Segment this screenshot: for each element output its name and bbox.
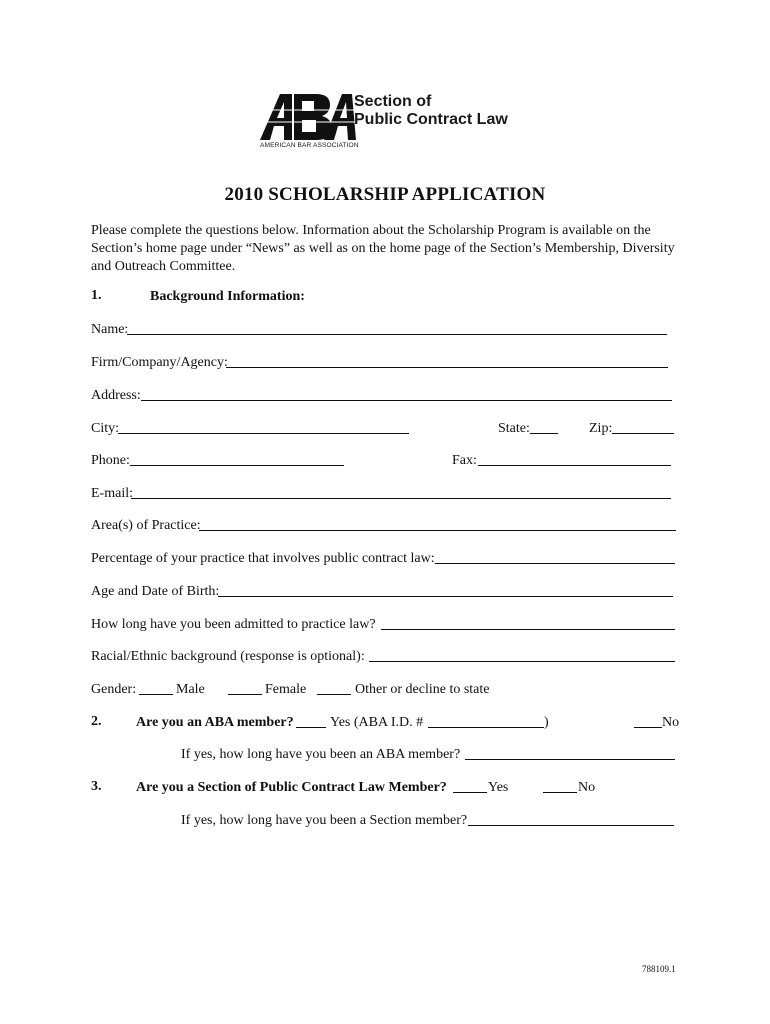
name-label: Name: <box>91 322 129 337</box>
zip-label: Zip: <box>589 421 613 436</box>
percentage-field[interactable] <box>435 563 675 564</box>
section-1-number: 1. <box>91 288 102 303</box>
racial-field[interactable] <box>369 661 675 662</box>
state-label: State: <box>498 421 530 436</box>
gender-female-label: Female <box>265 682 307 697</box>
aba-member-followup-field[interactable] <box>465 759 675 760</box>
zip-field[interactable] <box>612 433 674 434</box>
address-field[interactable] <box>141 400 672 401</box>
admitted-field[interactable] <box>381 629 675 630</box>
aba-logo <box>258 90 518 154</box>
intro-paragraph: Please complete the questions below. Information about the Scholarship Program is available on the Section’s home page under “News” as well as on the home page of the Section’s Membership, Diversity and Outreach Committee. <box>91 223 675 274</box>
percentage-label: Percentage of your practice that involves public contract law: <box>91 551 435 566</box>
aba-member-no-blank[interactable] <box>634 727 662 728</box>
phone-field[interactable] <box>130 465 344 466</box>
aba-member-yes-blank[interactable] <box>296 727 326 728</box>
aba-id-field[interactable] <box>428 727 544 728</box>
document-number: 788109.1 <box>642 964 676 974</box>
gender-other-blank[interactable] <box>317 694 351 695</box>
section-member-no-label: No <box>578 780 596 795</box>
section-member-yes-label: Yes <box>488 780 509 795</box>
section-2-number: 2. <box>91 714 102 729</box>
section-3-question: Are you a Section of Public Contract Law Member? <box>136 780 447 795</box>
practice-areas-field[interactable] <box>199 530 676 531</box>
address-label: Address: <box>91 388 141 403</box>
gender-male-blank[interactable] <box>139 694 173 695</box>
logo-association: AMERICAN BAR ASSOCIATION <box>260 142 359 149</box>
section-member-followup-label: If yes, how long have you been a Section member? <box>181 813 468 828</box>
firm-label: Firm/Company/Agency: <box>91 355 228 370</box>
aba-member-yes-label: Yes (ABA I.D. # <box>330 715 424 730</box>
gender-male-label: Male <box>176 682 205 697</box>
city-field[interactable] <box>118 433 409 434</box>
section-1-heading: Background Information: <box>150 289 305 304</box>
section-member-followup-field[interactable] <box>468 825 674 826</box>
phone-label: Phone: <box>91 453 130 468</box>
firm-field[interactable] <box>226 367 668 368</box>
admitted-label: How long have you been admitted to practice law? <box>91 617 376 632</box>
aba-id-close-paren: ) <box>544 715 549 730</box>
age-field[interactable] <box>218 596 673 597</box>
section-member-yes-blank[interactable] <box>453 792 487 793</box>
gender-female-blank[interactable] <box>228 694 262 695</box>
fax-label: Fax: <box>452 453 477 468</box>
gender-label: Gender: <box>91 682 137 697</box>
section-2-question: Are you an ABA member? <box>136 715 294 730</box>
fax-field[interactable] <box>478 465 671 466</box>
name-field[interactable] <box>127 334 667 335</box>
aba-member-no-label: No <box>662 715 680 730</box>
section-3-number: 3. <box>91 779 102 794</box>
page-title: 2010 SCHOLARSHIP APPLICATION <box>224 184 546 205</box>
aba-member-followup-label: If yes, how long have you been an ABA member? <box>181 747 461 762</box>
aba-logo-mark <box>258 90 358 142</box>
section-member-no-blank[interactable] <box>543 792 577 793</box>
logo-section-name: Section of Public Contract Law <box>354 93 508 128</box>
gender-other-label: Other or decline to state <box>355 682 490 697</box>
state-field[interactable] <box>530 433 558 434</box>
email-label: E-mail: <box>91 486 133 501</box>
practice-areas-label: Area(s) of Practice: <box>91 518 201 533</box>
city-label: City: <box>91 421 120 436</box>
racial-label: Racial/Ethnic background (response is optional): <box>91 649 365 664</box>
age-label: Age and Date of Birth: <box>91 584 220 599</box>
email-field[interactable] <box>131 498 671 499</box>
